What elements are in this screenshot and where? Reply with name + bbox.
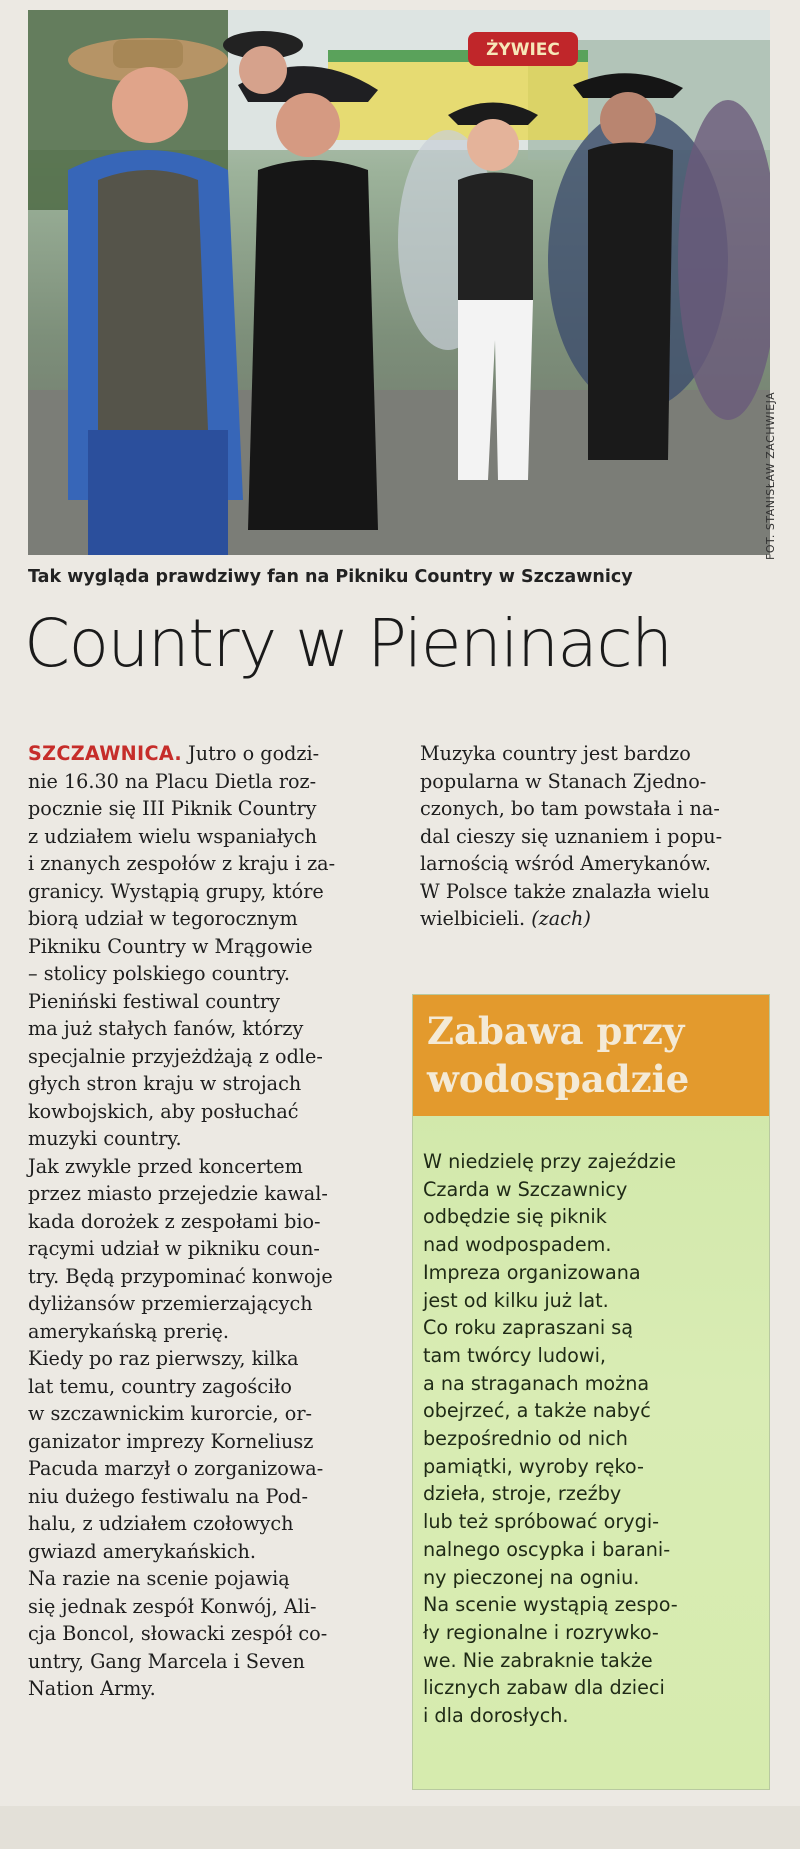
sidebar-box — [412, 994, 770, 1790]
dateline: SZCZAWNICA. — [28, 742, 182, 765]
text-line: i znanych zespołów z kraju i za- — [28, 852, 336, 875]
page-bottom-strip — [0, 1806, 800, 1849]
text-line: granicy. Wystąpią grupy, które — [28, 879, 324, 903]
text-line: i dla dorosłych. — [423, 1704, 569, 1728]
text-line: lub też spróbować orygi- — [423, 1510, 660, 1534]
article-line: Jutro o godzi- — [181, 742, 320, 765]
banner-text: ŻYWIEC — [486, 40, 560, 60]
text-line: bezpośrednio od nich — [423, 1427, 628, 1451]
text-line: nie 16.30 na Placu Dietla roz- — [28, 769, 317, 793]
article-first-line — [28, 740, 398, 768]
text-line: z udziałem wielu wspaniałych — [28, 824, 318, 848]
text-line: się jednak zespół Konwój, Ali- — [28, 1594, 317, 1618]
text-line: amerykańską prerię. — [28, 1319, 230, 1343]
text-line: tam twórcy ludowi, — [423, 1343, 607, 1367]
text-line: głych stron kraju w strojach — [28, 1072, 302, 1095]
text-line: przez miasto przejedzie kawal- — [28, 1182, 328, 1205]
text-line: untry, Gang Marcela i Seven — [28, 1649, 305, 1673]
text-line: kowbojskich, aby posłuchać — [28, 1099, 299, 1123]
article-column-right — [420, 740, 775, 933]
text-line: nalnego oscypka i barani- — [423, 1537, 671, 1561]
photo-caption: Tak wygląda prawdziwy fan na Pikniku Country w Szczawnicy — [28, 567, 633, 587]
text-line: rącymi udział w pikniku coun- — [28, 1237, 320, 1260]
text-line: wielbicieli. — [420, 907, 532, 930]
text-line: ły regionalne i rozrywko- — [423, 1620, 659, 1644]
text-line: dal cieszy się uznaniem i popu- — [420, 824, 723, 848]
text-line: dyliżansów przemierzających — [28, 1292, 313, 1315]
text-line: Pieniński festiwal country — [28, 989, 280, 1013]
text-line: czonych, bo tam powstała i na- — [420, 797, 720, 820]
text-line: licznych zabaw dla dzieci — [423, 1676, 665, 1700]
text-line: dzieła, stroje, rzeźby — [423, 1482, 622, 1506]
text-line: ny pieczonej na ogniu. — [423, 1565, 640, 1589]
text-line: Jak zwykle przed koncertem — [28, 1154, 303, 1178]
sidebar-title — [413, 995, 769, 1116]
text-line: W Polsce także znalazła wielu — [420, 879, 710, 903]
text-line: niu dużego festiwalu na Pod- — [28, 1484, 308, 1508]
text-line: pamiątki, wyroby ręko- — [423, 1454, 644, 1478]
text-line: wodospadzie — [427, 1057, 690, 1101]
text-line: W niedzielę przy zajeździe — [423, 1150, 677, 1173]
text-line: nad wodpospadem. — [423, 1233, 612, 1257]
text-line: halu, z udziałem czołowych — [28, 1512, 294, 1535]
article-column-left — [28, 740, 398, 1703]
text-line: jest od kilku już lat. — [423, 1288, 609, 1312]
text-line: Muzyka country jest bardzo — [420, 742, 691, 765]
text-line: Czarda w Szczawnicy — [423, 1177, 628, 1201]
text-line: odbędzie się piknik — [423, 1205, 607, 1229]
text-line: lat temu, country zagościło — [28, 1374, 292, 1398]
text-line: gwiazd amerykańskich. — [28, 1539, 257, 1563]
text-line: popularna w Stanach Zjedno- — [420, 769, 707, 793]
text-line: pocznie się III Piknik Country — [28, 797, 317, 820]
text-line: ganizator imprezy Korneliusz — [28, 1429, 314, 1453]
text-line: – stolicy polskiego country. — [28, 962, 290, 985]
text-line: Na razie na scenie pojawią — [28, 1567, 290, 1590]
text-line: cja Boncol, słowacki zespół co- — [28, 1622, 328, 1645]
photo-illustration — [28, 10, 770, 555]
text-line: biorą udział w tegorocznym — [28, 907, 298, 930]
text-line-signature — [420, 905, 775, 933]
text-line: muzyki country. — [28, 1127, 182, 1150]
text-line: kada dorożek z zespołami bio- — [28, 1209, 321, 1233]
article-headline: Country w Pieninach — [24, 605, 672, 682]
text-line: try. Będą przypominać konwoje — [28, 1264, 333, 1288]
text-line: ma już stałych fanów, którzy — [28, 1017, 304, 1040]
text-line: larnością wśród Amerykanów. — [420, 852, 711, 875]
text-line: Pacuda marzył o zorganizowa- — [28, 1457, 324, 1480]
text-line: Na scenie wystąpią zespo- — [423, 1593, 678, 1617]
text-line: a na straganach można — [423, 1371, 650, 1395]
text-line: Nation Army. — [28, 1677, 156, 1700]
text-line: we. Nie zabraknie także — [423, 1648, 653, 1672]
text-line: specjalnie przyjeżdżają z odle- — [28, 1044, 323, 1068]
text-line: Impreza organizowana — [423, 1260, 641, 1284]
photo-credit: FOT. STANISŁAW ZACHWIEJA — [764, 391, 777, 560]
article-photo — [28, 10, 770, 555]
text-line: Pikniku Country w Mrągowie — [28, 934, 313, 958]
text-line: w szczawnickim kurorcie, or- — [28, 1402, 313, 1425]
text-line: Kiedy po raz pierwszy, kilka — [28, 1347, 299, 1370]
text-line: Co roku zapraszani są — [423, 1316, 634, 1340]
text-line: obejrzeć, a także nabyć — [423, 1399, 651, 1423]
sidebar-body — [413, 1116, 769, 1730]
text-line: Zabawa przy — [427, 1009, 685, 1053]
author-signature: (zach) — [531, 907, 591, 930]
